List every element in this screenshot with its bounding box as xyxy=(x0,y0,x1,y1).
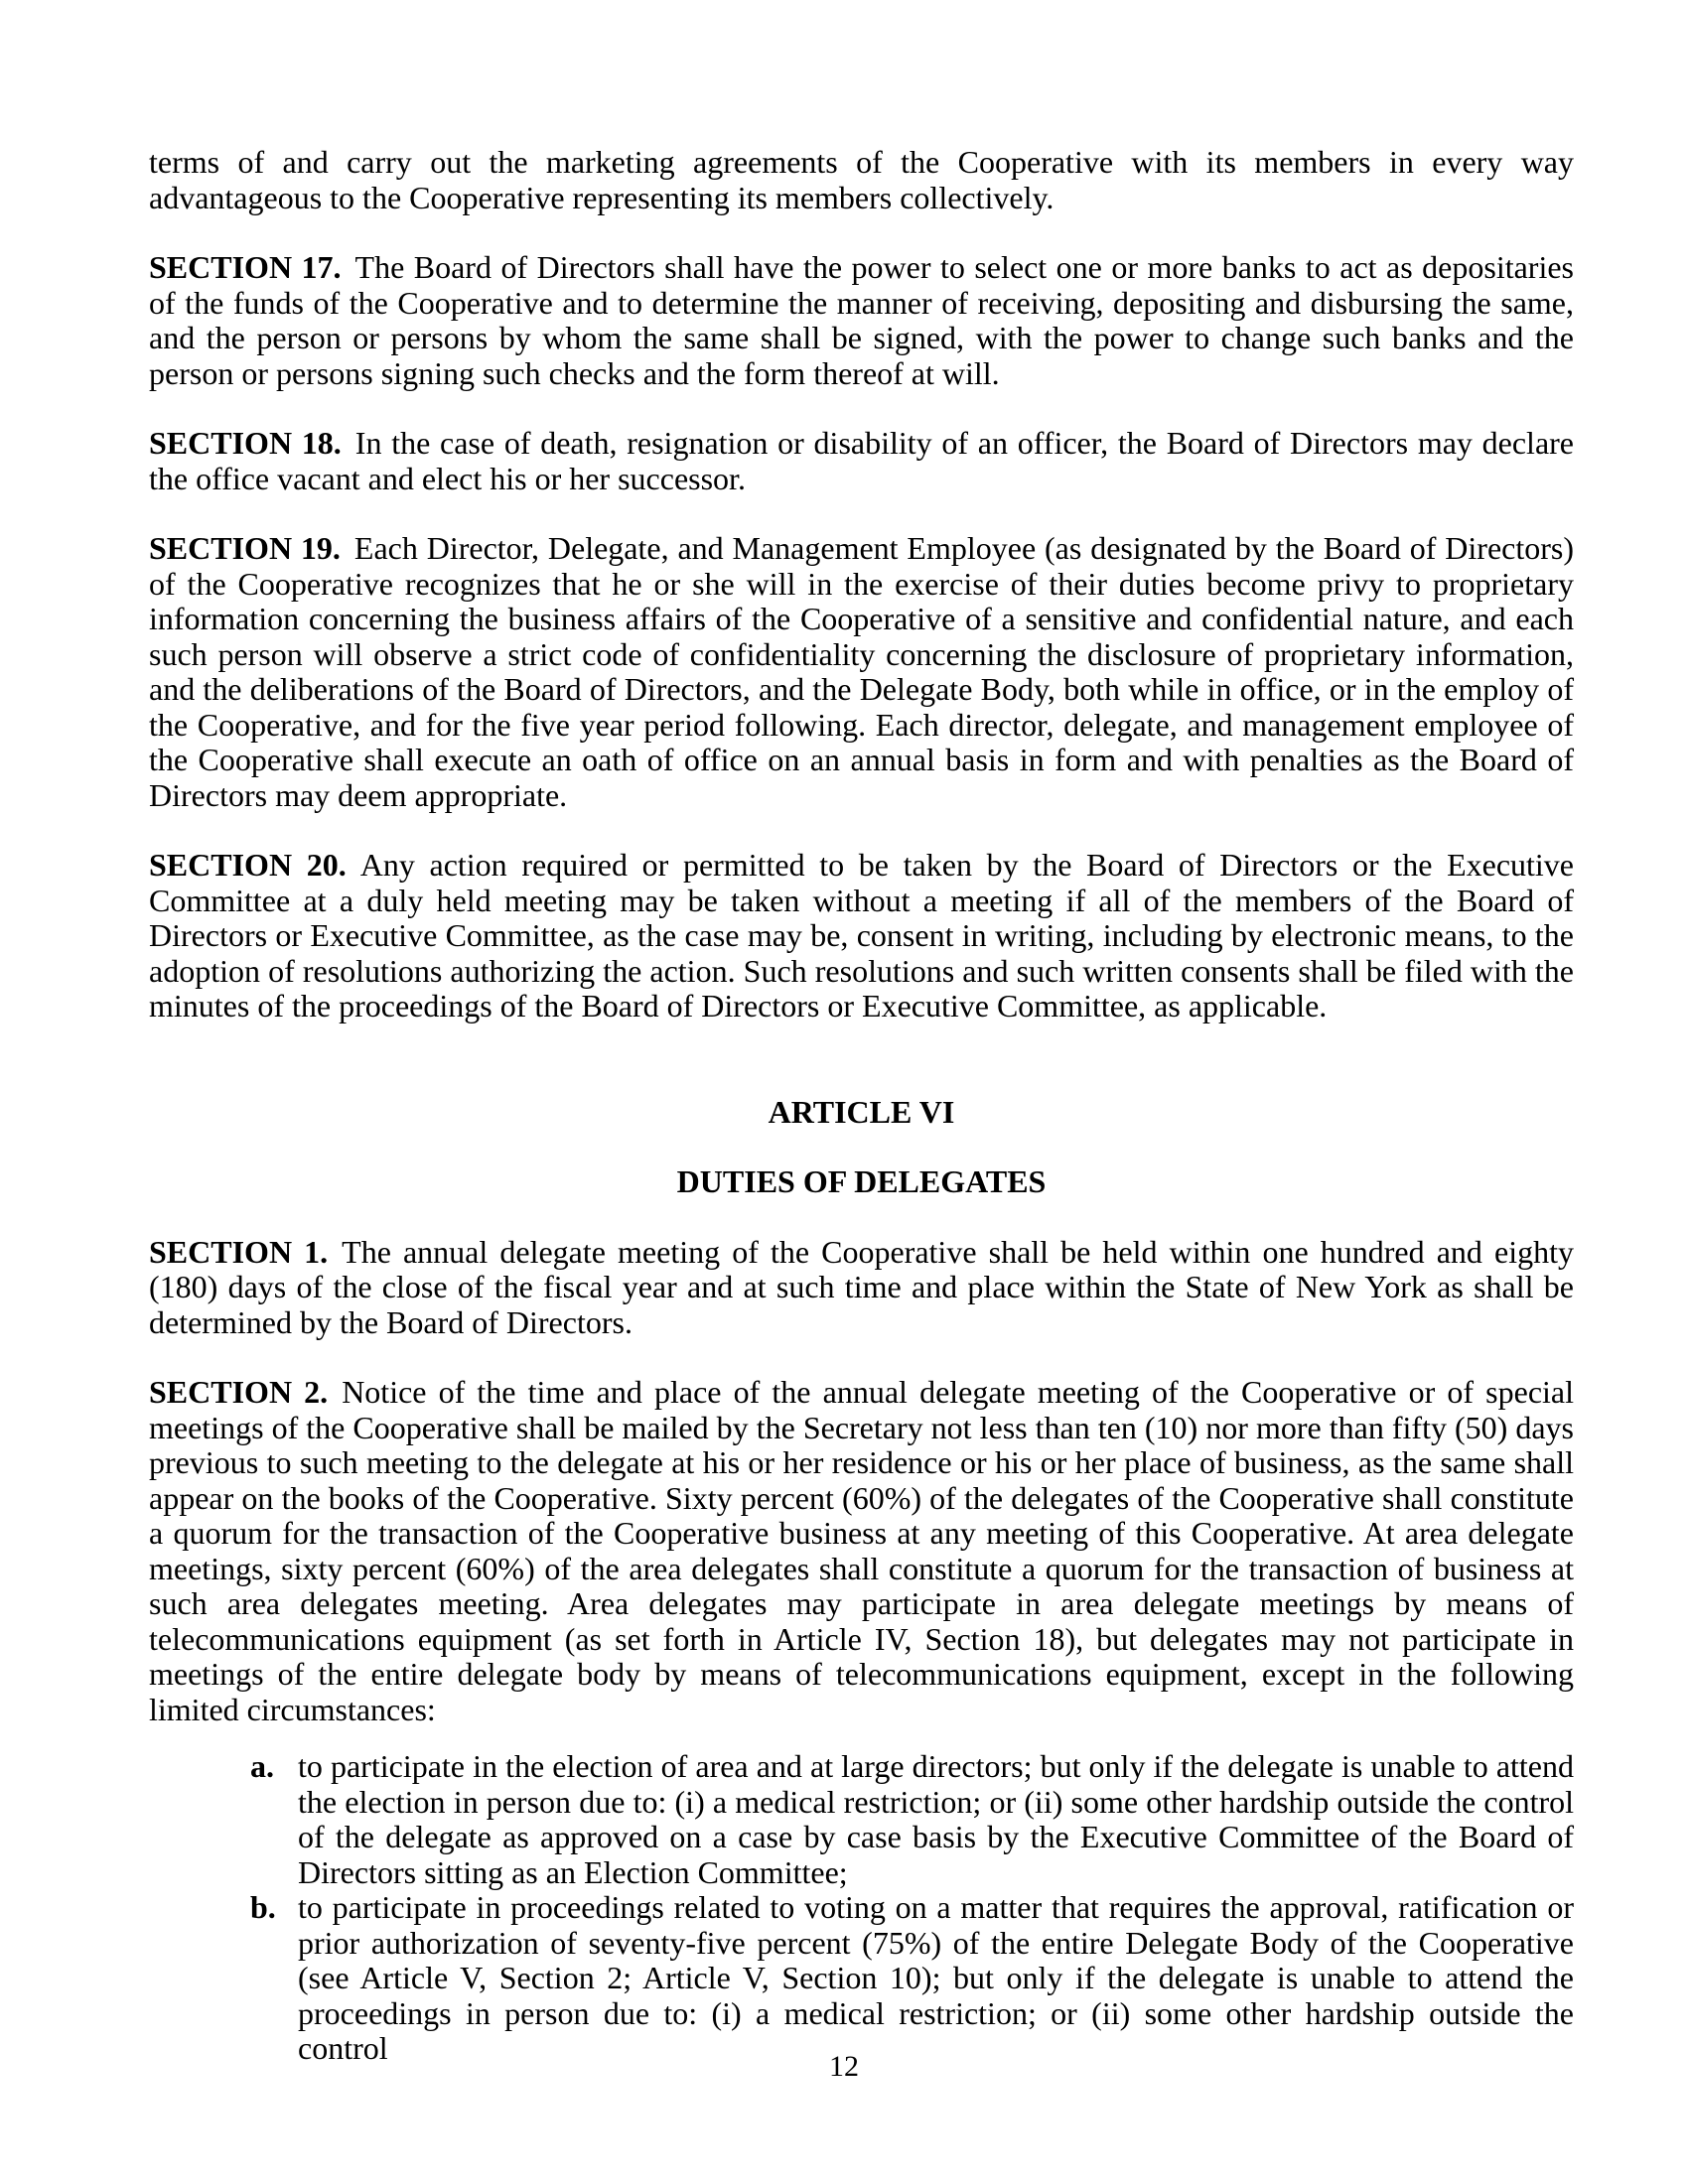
section-2-text: Notice of the time and place of the annual delegate meeting of the Cooperative or of special meetings of the Cooperative shall be mailed by the Secretary not less than ten (10) nor more than fifty (50) days previous to such meeting to the delegate at his or her residence or his or her place of business, as the same shall appear on the books of the Cooperative. Sixty percent (60%) of the delegates of the Cooperative shall constitute a quorum for the transaction of the Cooperative business at any meeting of this Cooperative. At area delegate meetings, sixty percent (60%) of the area delegates shall constitute a quorum for the transaction of business at such area delegates meeting. Area delegates may participate in area delegate meetings by means of telecommunications equipment (as set forth in Article IV, Section 18), but delegates may not participate in meetings of the entire delegate body by means of telecommunications equipment, except in the following limited circumstances: xyxy=(149,1374,1575,1727)
article-vi-heading: ARTICLE VI xyxy=(768,1093,955,1130)
list-item-b-marker: b. xyxy=(250,1889,276,1925)
section-17-text: The Board of Directors shall have the power to select one or more banks to act as depositaries of the funds of the Cooperative and to determine the manner of receiving, depositing and disbursing the same, and the person or persons by whom the same shall be signed, with the power to change such banks and the person or persons signing such checks and the form thereof at will. xyxy=(149,249,1575,391)
duties-of-delegates-heading: DUTIES OF DELEGATES xyxy=(676,1163,1047,1199)
section-20-text: Any action required or permitted to be taken by the Board of Directors or the Executive Committee at a duly held meeting may be taken without a meeting if all of the members of the Board of Directors or Executive Committee, as the case may be, consent in writing, including by electronic means, to the adoption of resolutions authorizing the action. Such resolutions and such written consents shall be filed with the minutes of the proceedings of the Board of Directors or Executive Committee, as applicable. xyxy=(149,847,1575,1024)
list-item-b xyxy=(149,1890,1574,2067)
section-19-paragraph xyxy=(149,531,1574,813)
section-18-paragraph xyxy=(149,426,1574,496)
section-2-label: SECTION 2. xyxy=(149,1374,329,1410)
list-item-b-text: to participate in proceedings related to voting on a matter that requires the approval, ratification or prior authorization of seventy-five percent (75%) of the entire Delegate Body of the Cooperative (see Article V, Section 2; Article V, Section 10); but only if the delegate is unable to attend the proceedings in person due to: (i) a medical restriction; or (ii) some other hardship outside the control xyxy=(298,1889,1574,2066)
section-17-paragraph xyxy=(149,250,1574,391)
section-17-label: SECTION 17. xyxy=(149,249,342,285)
page-number: 12 xyxy=(829,2050,859,2083)
section-19-label: SECTION 19. xyxy=(149,530,341,566)
section-1-text: The annual delegate meeting of the Cooperative shall be held within one hundred and eighty (180) days of the close of the fiscal year and at such time and place within the State of New York as shall be determined by the Board of Directors. xyxy=(149,1233,1575,1340)
list-item-a-text: to participate in the election of area and at large directors; but only if the delegate is unable to attend the election in person due to: (i) a medical restriction; or (ii) some other hardship outside the control of the delegate as approved on a case by case basis by the Executive Committee of the Board of Directors sitting as an Election Committee; xyxy=(298,1748,1574,1890)
section-1-label: SECTION 1. xyxy=(149,1233,329,1270)
section-18-label: SECTION 18. xyxy=(149,425,342,461)
continuation-paragraph: terms of and carry out the marketing agreements of the Cooperative with its members in every way advantageous to the Cooperative representing its members collectively. xyxy=(149,144,1574,215)
page-body xyxy=(149,145,1574,2067)
section-1-paragraph xyxy=(149,1235,1574,1341)
section-19-text: Each Director, Delegate, and Management Employee (as designated by the Board of Directors) of the Cooperative recognizes that he or she will in the exercise of their duties become privy to proprietary information concerning the business affairs of the Cooperative of a sensitive and confidential nature, and each such person will observe a strict code of confidentiality concerning the disclosure of proprietary information, and the deliberations of the Board of Directors, and the Delegate Body, both while in office, or in the employ of the Cooperative, and for the five year period following. Each director, delegate, and management employee of the Cooperative shall execute an oath of office on an annual basis in form and with penalties as the Board of Directors may deem appropriate. xyxy=(149,530,1575,813)
list-item-a-marker: a. xyxy=(250,1748,274,1784)
list-item-a xyxy=(149,1749,1574,1890)
limited-circumstances-list xyxy=(149,1749,1574,2067)
section-20-label: SECTION 20. xyxy=(149,847,347,883)
section-18-text: In the case of death, resignation or disability of an officer, the Board of Directors may declare the office vacant and elect his or her successor. xyxy=(149,425,1575,496)
section-2-paragraph xyxy=(149,1375,1574,1727)
section-20-paragraph xyxy=(149,848,1574,1024)
